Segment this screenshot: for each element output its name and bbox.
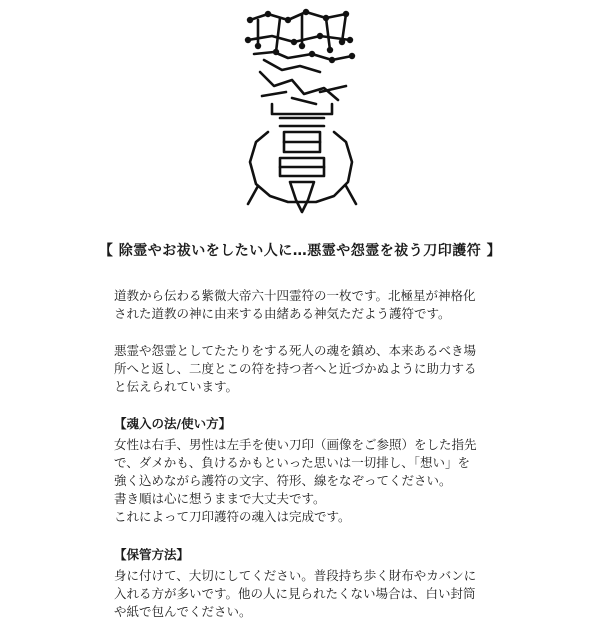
text-line: で、ダメかも、負けるかもといった思いは一切排し、「想い」を xyxy=(114,455,471,470)
storage-section xyxy=(114,546,494,621)
storage-heading: 【保管方法】 xyxy=(114,547,190,562)
text-line: 悪霊や怨霊としてたたりをする死人の魂を鎮め、本来あるべき場 xyxy=(114,343,477,358)
text-line: された道教の神に由来する由緒ある神気ただよう護符です。 xyxy=(114,306,451,321)
text-line: と伝えられています。 xyxy=(114,379,239,394)
text-line: 所へと返し、二度とこの符を持つ者へと近づかぬように助力する xyxy=(114,361,477,376)
text-line: 道教から伝わる紫微大帝六十四霊符の一枚です。北極星が神格化 xyxy=(114,288,476,303)
talisman-seal-image xyxy=(228,6,378,220)
text-line: 女性は右手、男性は左手を使い刀印（画像をご参照）をした指先 xyxy=(114,437,477,452)
text-line: 身に付けて、大切にしてください。普段持ち歩く財布やカバンに xyxy=(114,568,477,583)
text-line: 入れる方が多いです。他の人に見られたくない場合は、白い封筒 xyxy=(114,586,476,601)
text-line: 書き順は心に想うままで大丈夫です。 xyxy=(114,491,326,506)
text-line: これによって刀印護符の魂入は完成です。 xyxy=(114,509,351,524)
usage-section xyxy=(114,415,494,526)
page-title: 【 除霊やお祓いをしたい人に…悪霊や怨霊を祓う刀印護符 】 xyxy=(98,243,502,259)
description-body xyxy=(114,287,494,641)
text-line: や紙で包んでください。 xyxy=(114,604,252,619)
text-line: 強く込めながら護符の文字、符形、線をなぞってください。 xyxy=(114,473,452,488)
intro-paragraph xyxy=(114,287,494,323)
effect-paragraph xyxy=(114,342,494,396)
usage-heading: 【魂入の法/使い方】 xyxy=(114,416,232,431)
